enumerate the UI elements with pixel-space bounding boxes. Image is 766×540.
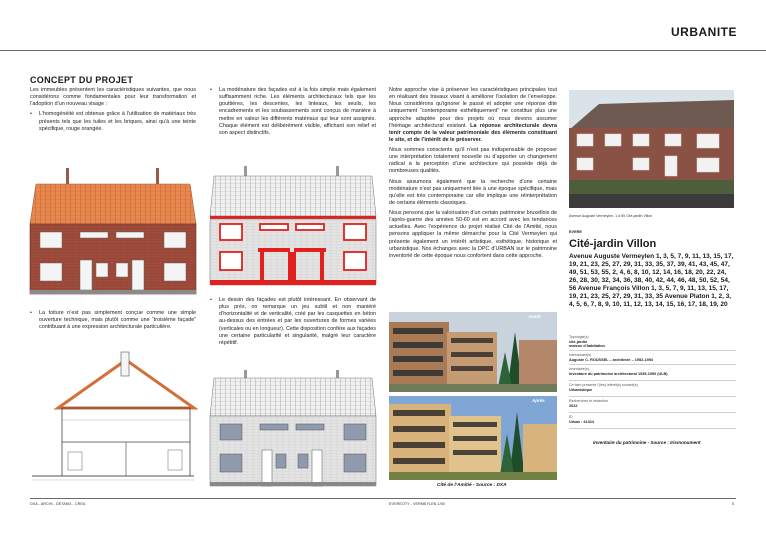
inventory-typology-label: Typologie(s) bbox=[569, 335, 589, 339]
header-rule bbox=[0, 50, 766, 51]
after-photo bbox=[389, 396, 557, 480]
villon-photo-caption: Avenue Auguste Vermeylen, 1 à 55 Cité-jardin Villon bbox=[569, 214, 653, 218]
column-1-bottom bbox=[30, 310, 196, 334]
inventory-intervenant bbox=[569, 353, 737, 362]
bullet-list-2 bbox=[30, 310, 196, 331]
bullet-modenature: • La modénature des façades est à la fois simple mais également suffisamment riche. Les éléments architecturaux tels que les gouttières, les descentes, les linteaux, les seuils, les encadrements et les soubassements sont conçus de manière à mettre en valeur les différents matériaux qui leur sont assignés. Chaque élément est délibérément visible, affichant son relief et son aspect distinctifs. bbox=[210, 87, 376, 137]
inventory-intervenant-label: Intervenant(s) bbox=[569, 353, 592, 357]
heritage-paragraph: Nous pensons que la valorisation d’un certain patrimoine bruxellois de l’après-guerre des années 50-60 est en accord avec les tendances actuelles. Avec l’expérience du projet réalisé Cité de l’Amitié, nous pensons appliquer la même démarche pour la Cité Vermeylen qui présente également un intérêt artistique, esthétique, historique et urbanistique. Nos échanges avec la DPC d’URBAN sur le patrimoine inventorié de cette époque nous confortent dans cette approche. bbox=[389, 210, 557, 259]
inventory-id-label: ID bbox=[569, 415, 573, 419]
inventory-research-value: 2022 bbox=[569, 403, 578, 408]
footer-authors: DXA - ARCHI - DETANG - CREA bbox=[30, 502, 86, 506]
gray-facade-drawing bbox=[208, 370, 378, 490]
approach-emphasis: La réponse architecturale devra tenir compte de la valeur patrimoniale des éléments constituant le site, et de l’intérêt de le préserver. bbox=[389, 122, 557, 143]
inventory-research bbox=[569, 399, 737, 408]
inventory-source bbox=[569, 367, 737, 376]
inventory-divider bbox=[569, 364, 736, 365]
approach-text: Notre approche vise à préserver les caractéristiques principales tout en réalisant des travaux visant à améliorer l’isolation de l’enveloppe. Nous considérons qu’ignorer le passé et adopter une réponse dite uniquement “contemporaine esthétiquement” ne constitue plus une approche adaptée pour des projets où nous devons assumer l’héritage architectural existant. bbox=[389, 87, 557, 129]
column-2-bottom bbox=[210, 297, 376, 350]
inventory-interest bbox=[569, 383, 737, 392]
inventory-divider bbox=[569, 428, 736, 429]
footer-project: EVEREOTY - VERMEYLEN 1/50 bbox=[389, 502, 445, 506]
inventory-intervenant-value: Auguste C. ROUSSEL – architecte – 1952-1954 bbox=[569, 357, 653, 362]
inventory-interest-value: Urbanistique bbox=[569, 387, 593, 392]
column-1-top bbox=[30, 87, 196, 136]
footer-rule bbox=[30, 498, 736, 499]
inventory-research-label: Recherches et rédaction bbox=[569, 399, 608, 403]
inventory-divider bbox=[569, 350, 736, 351]
bullet-list-3 bbox=[210, 87, 376, 137]
inventory-typology bbox=[569, 335, 737, 348]
inventory-typology-value: cité-jardin maison d’habitation bbox=[569, 339, 605, 348]
column-3 bbox=[389, 87, 557, 263]
bullet-list-4 bbox=[210, 297, 376, 347]
inventory-id-value: Urban : 41324 bbox=[569, 419, 594, 424]
bullet-list bbox=[30, 111, 196, 132]
inventory-interest-label: Ce bien présente l’(les) intérêt(s) suivant(s) bbox=[569, 383, 638, 387]
inventory-source-label: Inventaire(s) bbox=[569, 367, 589, 371]
section-title: CONCEPT DU PROJET bbox=[30, 75, 134, 85]
bullet-facade-design: • Le dessin des façades est plutôt intéressant. En observant de plus près, on remarque un jeu subtil et non maniéré d’horizontalité et de verticalité, créé par les casquettes en béton au-dessus des entrées et par les ouvertures de formes variées (verticales ou en longueur). Cette disposition confère aux façades une certaine particularité et singularité, malgré leur caractère répétitif. bbox=[210, 297, 376, 347]
awareness-paragraph: Nous sommes conscients qu’il n’est pas indispensable de proposer une interprétation totalement nouvelle ou d’apporter un changement radical à la perception d’une architecture qui possède déjà de nombreuses qualités. bbox=[389, 147, 557, 175]
intro-paragraph: Les immeubles présentent les caractéristiques suivantes, que nous considérons comme fondamentales pour leur transformation et l’adoption d’un nouveau visage : bbox=[30, 87, 196, 108]
inventory-source-value: Inventaire du patrimoine architectural 1935-1990 (ULB) bbox=[569, 371, 668, 376]
inventory-source-caption: Inventaire du patrimoine - Source : Irismonument bbox=[593, 440, 701, 445]
sidebar-city: EVERE bbox=[569, 230, 582, 234]
brand-logo: URBANITE bbox=[671, 25, 737, 39]
inventory-divider bbox=[569, 380, 736, 381]
approach-paragraph bbox=[389, 87, 557, 144]
red-highlight-facade-drawing bbox=[208, 164, 378, 290]
inventory-divider bbox=[569, 396, 736, 397]
before-photo bbox=[389, 312, 557, 392]
modenature-paragraph: Nous assumons également que la recherche d’une certaine modénature n’est pas uniquement liée à une époque spécifique, mais qu’elle est très contemporaine car elle implique une réinterprétation de certains éléments classiques. bbox=[389, 178, 557, 206]
before-tag: Avant bbox=[528, 314, 541, 319]
inventory-divider bbox=[569, 412, 736, 413]
page-number: 5 bbox=[732, 502, 735, 506]
brick-facade-drawing bbox=[28, 164, 198, 297]
inventory-id bbox=[569, 415, 737, 424]
bullet-roof: • La toiture n’est pas simplement conçue comme une simple ouverture technique, mais plutôt comme une “troisième façade” contribuant à une expression architecturale particulière. bbox=[30, 310, 196, 331]
sidebar-streets: Avenue Auguste Vermeylen 1, 3, 5, 7, 9, 11, 13, 15, 17, 19, 21, 23, 25, 27, 29, 31, 33, 35, 37, 39, 41, 43, 45, 47, 49, 51, 53, 55, 2, 4, 6, 8, 10, 12, 14, 16, 18, 20, 22, 24, 26, 28, 30, 32, 34, 36, 38, 40, 42, 44, 46, 48, 50, 52, 54, 56 Avenue François Villon 1, 3, 5, 7, 9, 11, 13, 15, 17, 19, 21, 23, 25, 27, 29, 31, 33, 35 Avenue Platon 1, 2, 3, 4, 5, 6, 7, 8, 9, 10, 11, 12, 13, 14, 15, 16, 17, 18, 19, 20 bbox=[569, 253, 734, 308]
column-2-top bbox=[210, 87, 376, 140]
amitie-caption: Cité de l’Amitié - Source : DXA bbox=[437, 483, 507, 488]
after-tag: Après bbox=[532, 398, 545, 403]
villon-photo bbox=[569, 90, 734, 208]
section-drawing bbox=[28, 350, 198, 490]
bullet-homogeneity: • L’homogénéité est obtenue grâce à l’utilisation de matériaux très présents tels que les tuiles et les briques, ainsi qu’à une teinte spécifique, rouge orangée. bbox=[30, 111, 196, 132]
sidebar-title: Cité-jardin Villon bbox=[569, 238, 657, 250]
